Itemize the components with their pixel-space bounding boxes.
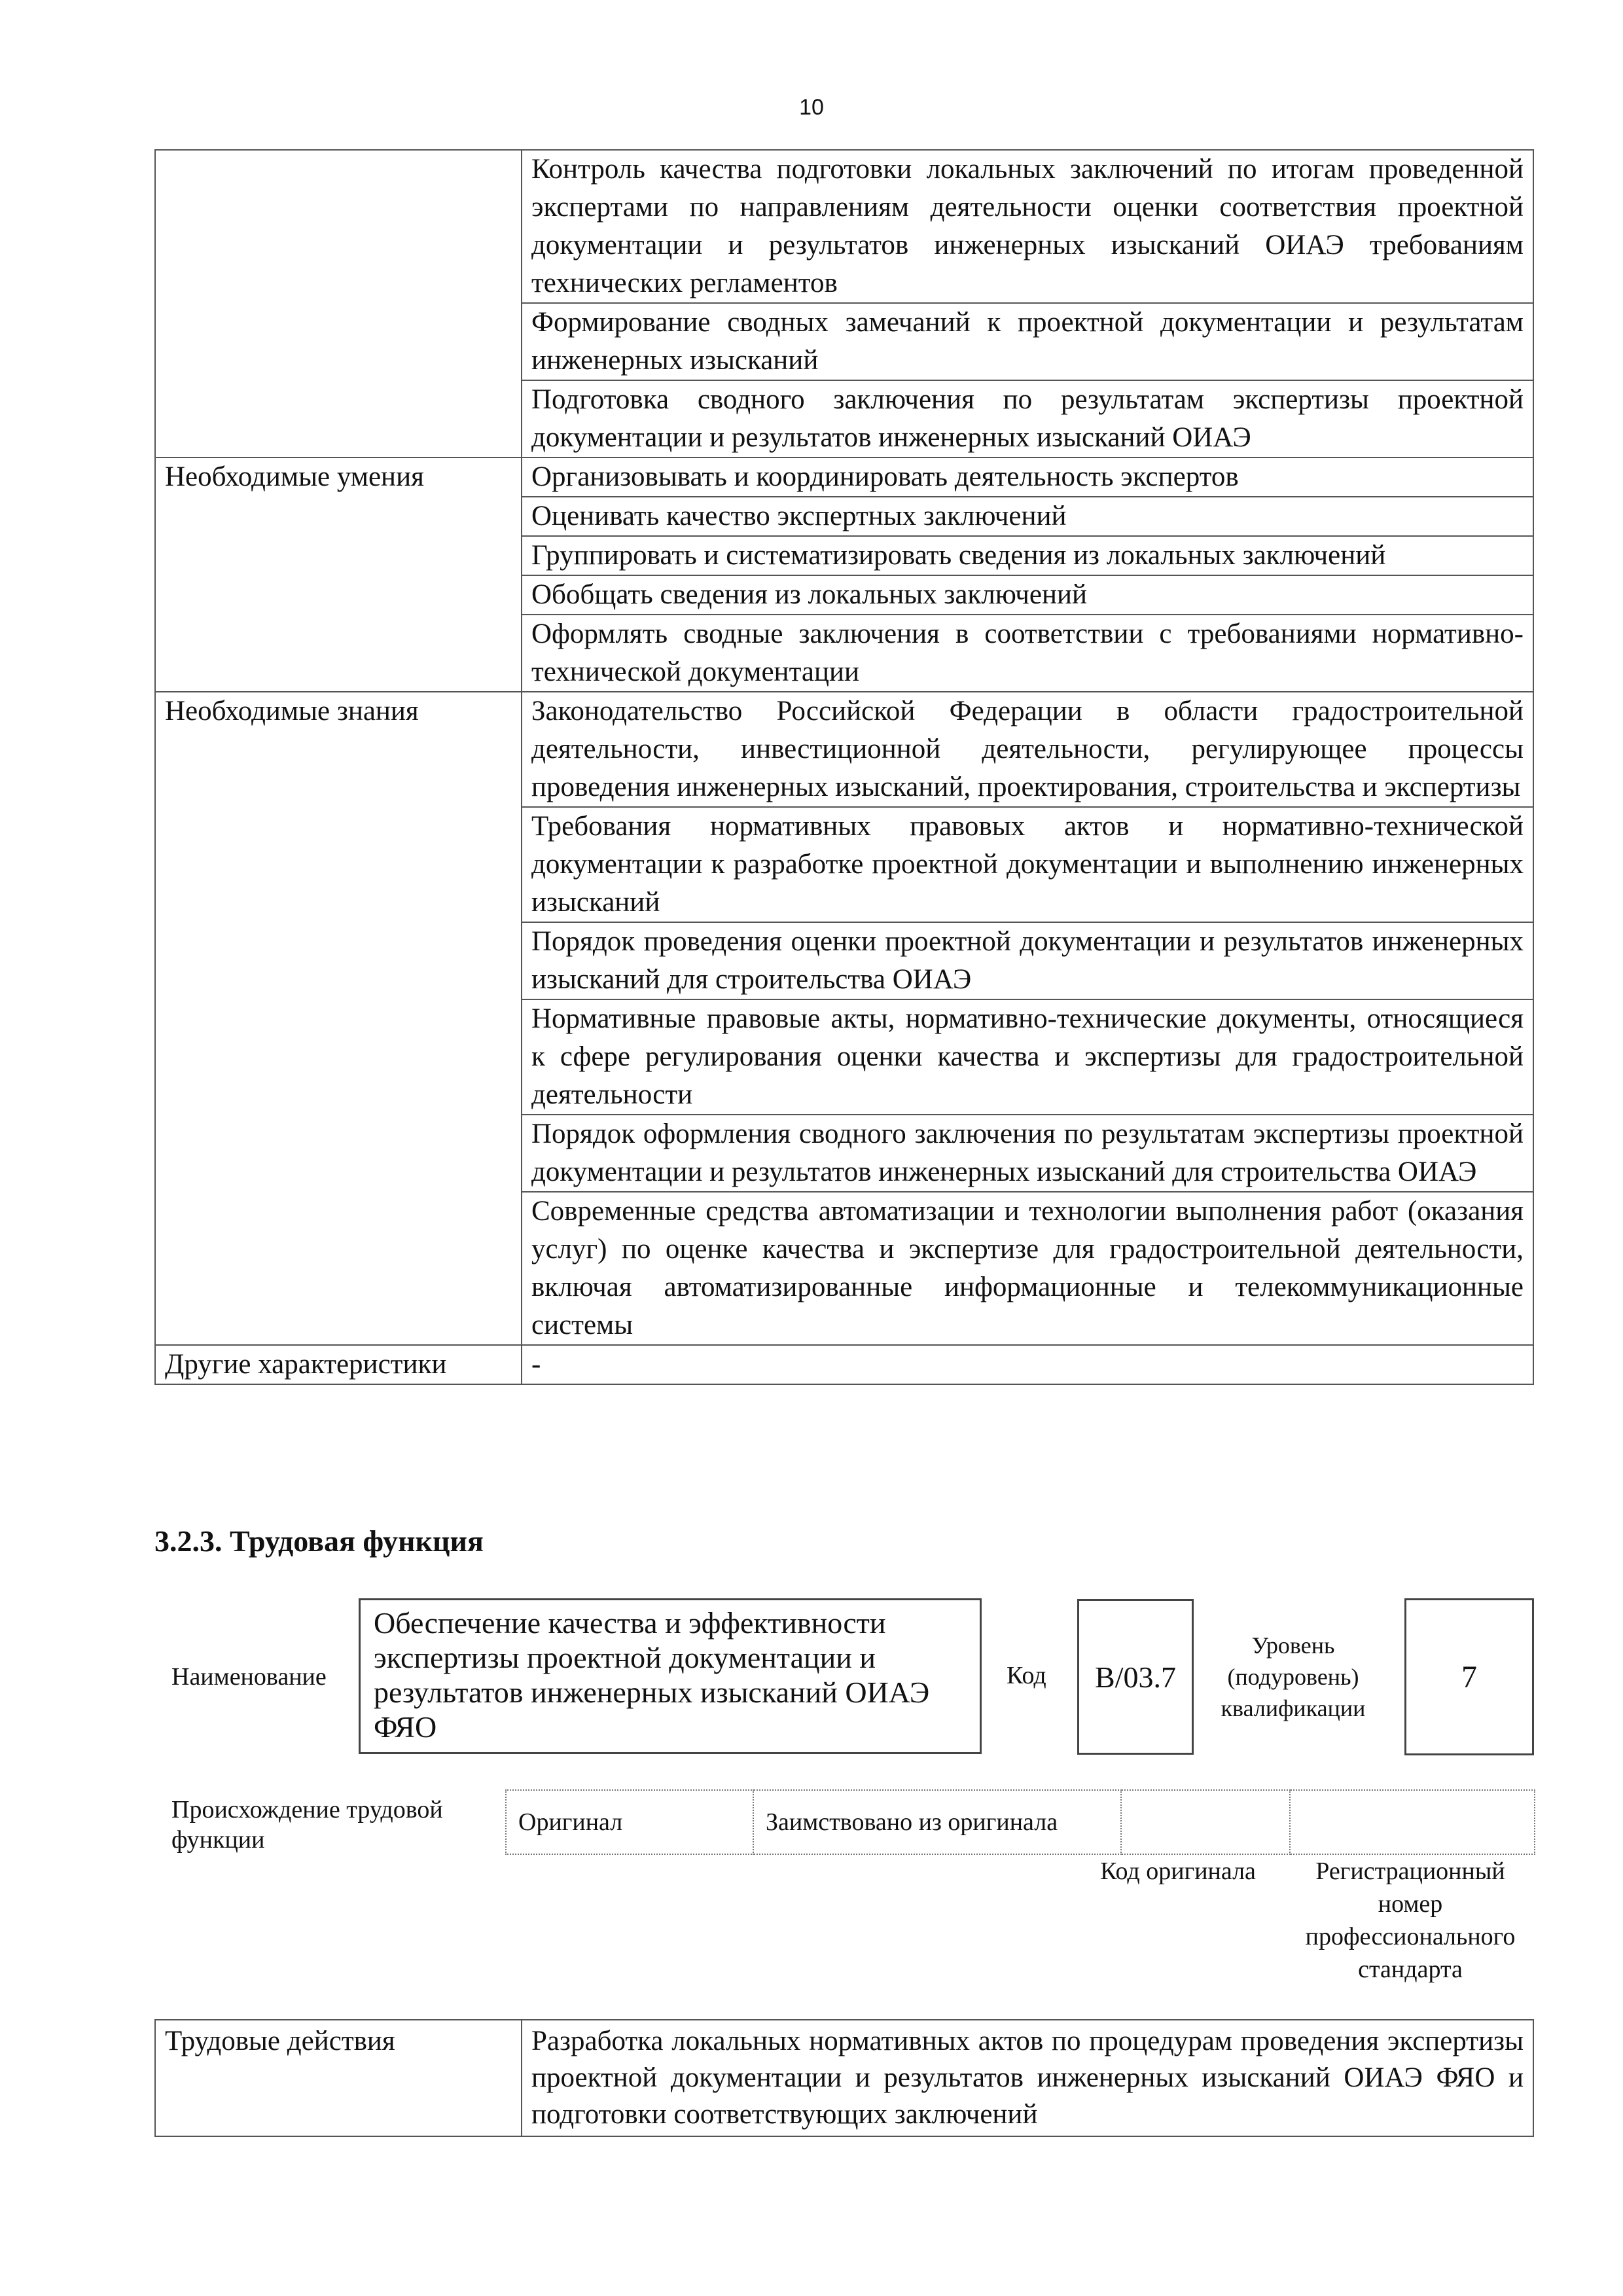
knowledge-label: Необходимые знания [155,692,522,1345]
origin-reg-cell [1290,1790,1535,1854]
skill-cell: Обобщать сведения из локальных заключений [522,575,1533,615]
table-row [155,457,1533,497]
knowledge-cell: Законодательство Российской Федерации в области градостроительной деятельности, инвестиционной деятельности, регулирующее процессы проведения инженерных изысканий, проектирования, строительства и экспертизы [522,692,1533,807]
action-cell: Формирование сводных замечаний к проектной документации и результатам инженерных изысканий [522,303,1533,380]
knowledge-cell: Нормативные правовые акты, нормативно-технические документы, относящиеся к сфере регулирования оценки качества и экспертизы для градостроительной деятельности [522,999,1533,1115]
origin-borrowed: Заимствовано из оригинала [753,1790,1121,1854]
table-row [155,1345,1533,1384]
skill-cell: Группировать и систематизировать сведения из локальных заключений [522,536,1533,575]
name-label: Наименование [171,1663,327,1691]
labor-actions-table [154,2019,1534,2137]
origin-code-cell [1121,1790,1290,1854]
page-number: 10 [799,95,824,120]
level-box: 7 [1404,1598,1534,1755]
skill-cell: Организовывать и координировать деятельность экспертов [522,457,1533,497]
table-row [155,692,1533,807]
knowledge-cell: Современные средства автоматизации и технологии выполнения работ (оказания услуг) по оценке качества и экспертизе для градостроительной деятельности, включая автоматизированные информационные и телекоммуникационные системы [522,1192,1533,1345]
knowledge-cell: Порядок оформления сводного заключения по результатам экспертизы проектной документации и результатов инженерных изысканий для строительства ОИАЭ [522,1115,1533,1192]
code-label: Код [1007,1662,1046,1689]
continued-label-cell [155,150,522,457]
table-row [506,1790,1535,1854]
knowledge-cell: Порядок проведения оценки проектной документации и результатов инженерных изысканий для строительства ОИАЭ [522,922,1533,999]
origin-table [505,1789,1535,1855]
section-heading: 3.2.3. Трудовая функция [154,1524,484,1558]
labor-actions-label: Трудовые действия [155,2020,522,2136]
level-label: Уровень (подуровень) квалификации [1221,1632,1366,1721]
skill-cell: Оформлять сводные заключения в соответствии с требованиями нормативно-технической документации [522,615,1533,692]
origin-label: Происхождение трудовой функции [171,1796,443,1854]
code-box: В/03.7 [1077,1599,1194,1755]
competency-table [154,149,1534,1385]
other-value: - [522,1345,1533,1384]
skills-label: Необходимые умения [155,457,522,692]
action-cell: Подготовка сводного заключения по результатам экспертизы проектной документации и результатов инженерных изысканий ОИАЭ [522,380,1533,457]
skill-cell: Оценивать качество экспертных заключений [522,497,1533,536]
knowledge-cell: Требования нормативных правовых актов и нормативно-технической документации к разработке проектной документации и выполнению инженерных изысканий [522,807,1533,922]
function-name-box: Обеспечение качества и эффективности экспертизы проектной документации и результатов инженерных изысканий ОИАЭ ФЯО [359,1598,982,1754]
code-caption: Код оригинала [1100,1857,1256,1885]
action-cell: Контроль качества подготовки локальных заключений по итогам проведенной экспертами по направлениям деятельности оценки соответствия проектной документации и результатов инженерных изысканий ОИАЭ требованиям технических регламентов [522,150,1533,303]
labor-actions-value: Разработка локальных нормативных актов по процедурам проведения экспертизы проектной документации и результатов инженерных изысканий ОИАЭ ФЯО и подготовки соответствующих заключений [522,2020,1533,2136]
other-label: Другие характеристики [155,1345,522,1384]
table-row [155,150,1533,303]
table-row [155,2020,1533,2136]
origin-original: Оригинал [506,1790,753,1854]
reg-caption: Регистрационный номер профессионального стандарта [1305,1857,1516,1983]
